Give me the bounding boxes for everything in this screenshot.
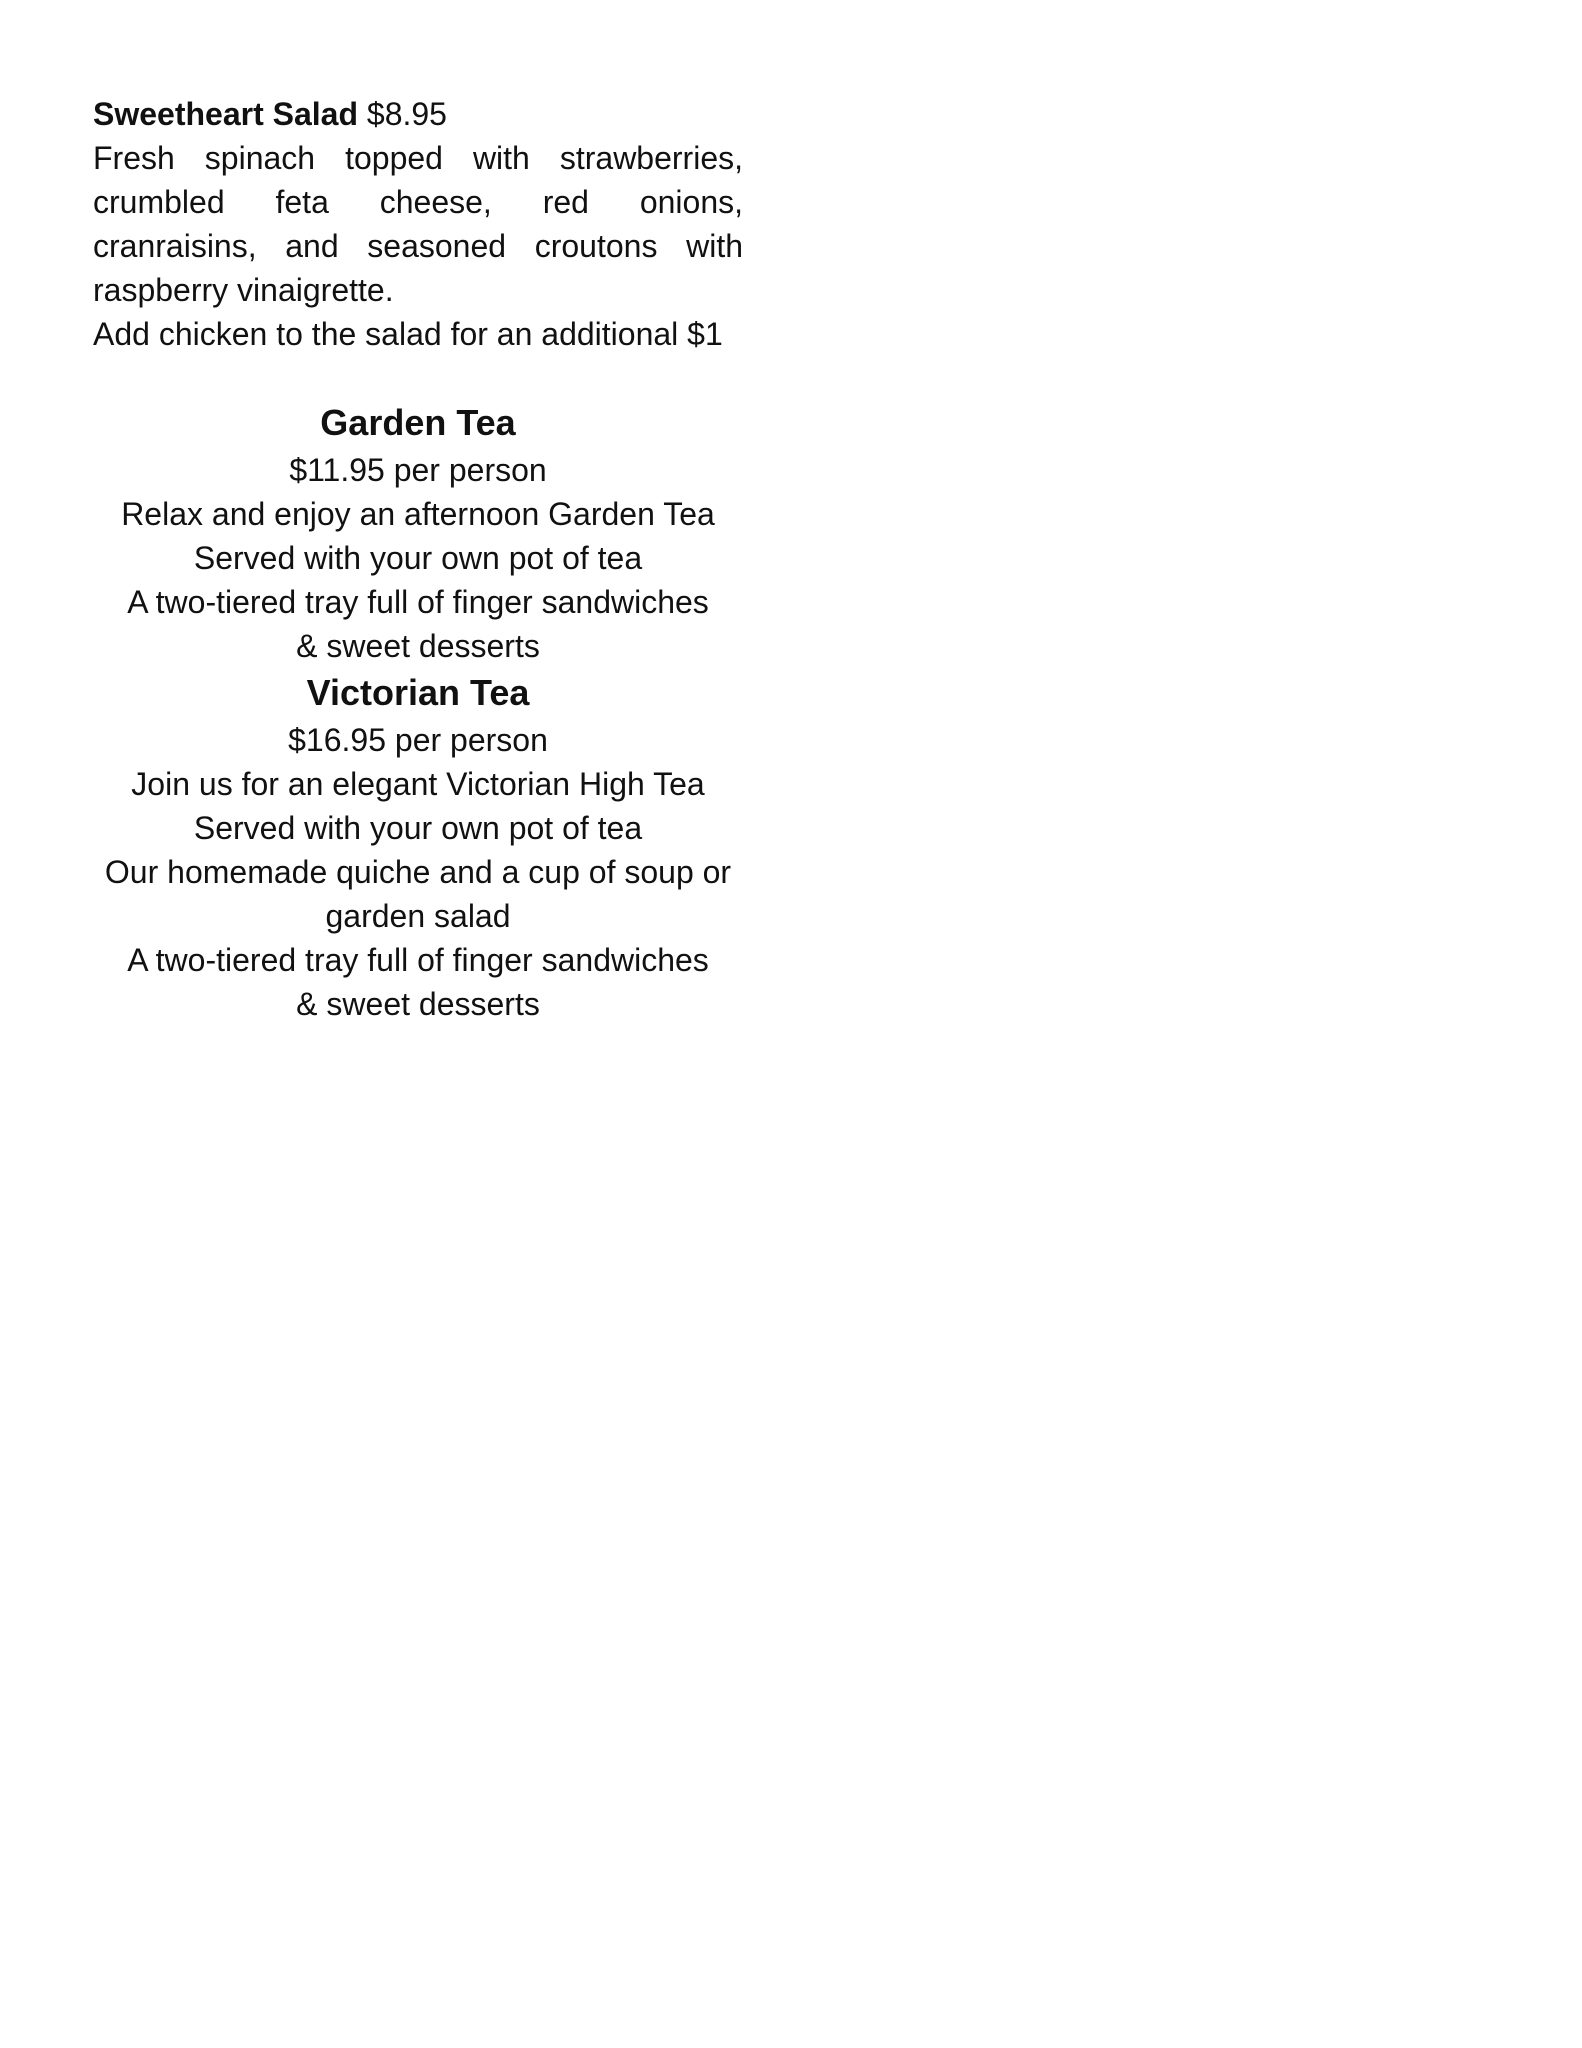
victorian-tea-title: Victorian Tea <box>306 672 530 713</box>
salad-section <box>93 92 743 356</box>
victorian-tea-line: Our homemade quiche and a cup of soup or <box>104 854 732 890</box>
garden-tea-line: Served with your own pot of tea <box>193 540 643 576</box>
victorian-tea-price: $16.95 per person <box>288 722 548 758</box>
garden-tea-line: A two-tiered tray full of finger sandwiches <box>127 584 709 620</box>
victorian-tea-line: & sweet desserts <box>296 986 540 1022</box>
victorian-tea-line: Join us for an elegant Victorian High Tea <box>131 766 705 802</box>
garden-tea-line: & sweet desserts <box>296 628 540 664</box>
salad-name: Sweetheart Salad <box>93 96 358 132</box>
salad-addon: Add chicken to the salad for an additional $1 <box>93 316 723 352</box>
salad-price: $8.95 <box>366 96 447 132</box>
victorian-tea-line: garden salad <box>325 898 511 934</box>
garden-tea-title: Garden Tea <box>320 402 516 443</box>
victorian-tea-line: Served with your own pot of tea <box>193 810 643 846</box>
garden-tea-price: $11.95 per person <box>289 452 547 488</box>
victorian-tea-line: A two-tiered tray full of finger sandwiches <box>127 942 709 978</box>
garden-tea-section <box>93 398 743 668</box>
victorian-tea-section <box>93 668 743 1026</box>
menu-column <box>93 92 743 1026</box>
garden-tea-line: Relax and enjoy an afternoon Garden Tea <box>121 496 715 532</box>
salad-description: Fresh spinach topped with strawberries, crumbled feta cheese, red onions, cranraisins, and seasoned croutons with raspberry vinaigrette. <box>93 140 743 308</box>
salad-heading <box>93 92 743 136</box>
